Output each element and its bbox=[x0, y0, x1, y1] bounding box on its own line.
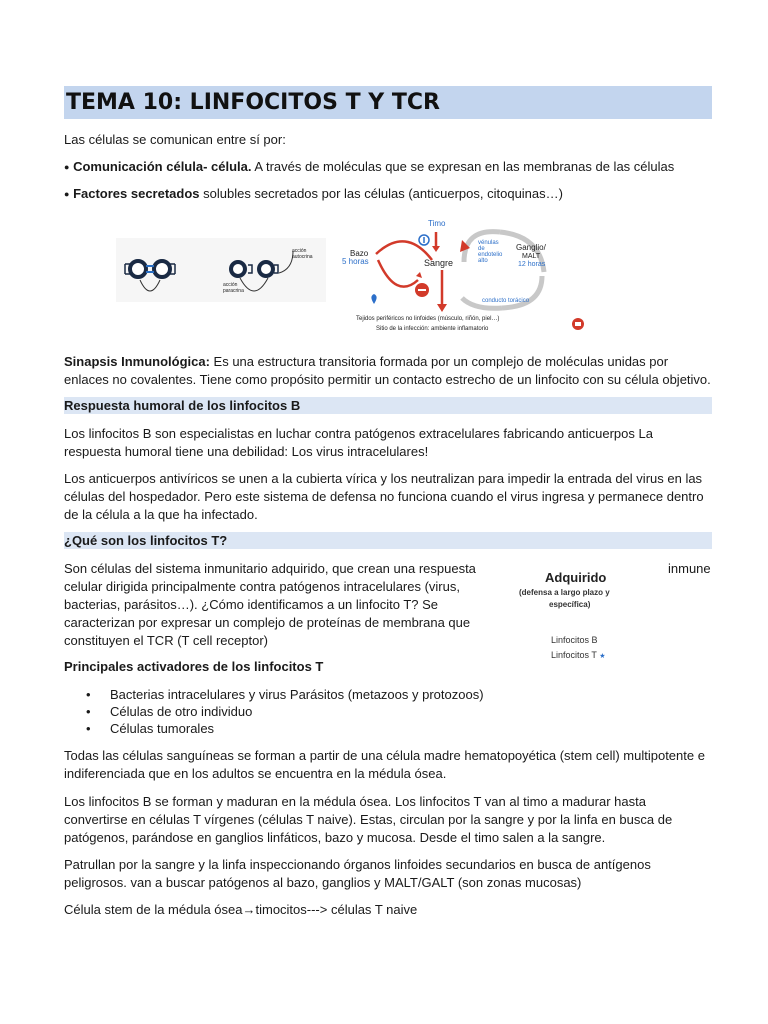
sitio-label: Sitio de la infección: ambiente inflamatorio bbox=[376, 326, 489, 332]
bullet-mark: ● bbox=[64, 189, 70, 199]
activadores-heading: Principales activadores de los linfocitos T bbox=[64, 659, 324, 674]
t-paragraph-line: Son células del sistema inmunitario adquirido, que crean una respuesta bbox=[64, 561, 476, 576]
bullet-text: solubles secretados por las células (anticuerpos, citoquinas…) bbox=[199, 186, 563, 201]
activadores-list bbox=[64, 686, 664, 737]
list-item: • Bacterias intracelulares y virus Parásitos (metazoos y protozoos) bbox=[64, 686, 664, 703]
paragraph-maduracion: Los linfocitos B se forman y maduran en la médula ósea. Los linfocitos T van al timo a madurar hasta convertirse en células T vírgenes (células T naive). Estas, circulan por la sangre y por la linfa en busca de patógenos, parándose en ganglios linfáticos, bazo y mucosa. Desde el timo salen a la sangre. bbox=[64, 794, 673, 845]
sinapsis-paragraph bbox=[64, 353, 712, 389]
bazo-hours-label: 5 horas bbox=[342, 257, 369, 266]
cell-communication-figure bbox=[116, 238, 326, 302]
bullet-bold-label: Factores secretados bbox=[73, 186, 200, 201]
adquirido-item-t bbox=[551, 650, 606, 660]
b-paragraph-2: Los anticuerpos antivíricos se unen a la cubierta vírica y los neutralizan para impedir la entrada del virus en las células del hospedador. Pero este sistema de defensa no funciona cuando el virus ingresa y permanece dentro de la célula a la que ha infectado. bbox=[64, 471, 704, 522]
paracrine-label-2: paracrina bbox=[223, 288, 244, 294]
ganglio-hours-label: 12 horas bbox=[518, 261, 546, 268]
autocrine-label-1: acción bbox=[292, 248, 307, 254]
venulas-label-2: de bbox=[478, 246, 485, 252]
t-paragraph-line: constituyen el TCR (T cell receptor) bbox=[64, 633, 268, 648]
bullet-bold-label: Comunicación célula- célula. bbox=[73, 159, 252, 174]
adquirido-item-t-label: Linfocitos T bbox=[551, 650, 597, 660]
sangre-label: Sangre bbox=[424, 258, 454, 268]
sinapsis-term: Sinapsis Inmunológica: bbox=[64, 354, 210, 369]
t-paragraph-line: inmune bbox=[668, 561, 711, 576]
adquirido-title: Adquirido bbox=[545, 570, 607, 585]
page-title: TEMA 10: LINFOCITOS T Y TCR bbox=[64, 86, 712, 119]
bullet-cell-cell bbox=[64, 158, 712, 176]
bullet-text: A través de moléculas que se expresan en las membranas de las células bbox=[251, 159, 675, 174]
sinapsis-definition: Es una estructura transitoria formada por un complejo de moléculas unidas por enlaces no covalentes. Tiene como propósito permitir un contacto estrecho de un linfocito con su célula objetivo. bbox=[64, 354, 711, 387]
b-paragraph-1: Los linfocitos B son especialistas en luchar contra patógenos extracelulares fabricando anticuerpos La respuesta humoral tiene una debilidad: Los virus intracelulares! bbox=[64, 426, 653, 459]
t-paragraph-line: caracterizan por expresar un complejo de proteínas de membrana que bbox=[64, 615, 471, 630]
list-item: • Células tumorales bbox=[64, 720, 664, 737]
paragraph-hematopoyesis: Todas las células sanguíneas se forman a partir de una célula madre hematopoyética (stem cell) multipotente e indiferenciada que en los adultos se encuentra en la médula ósea. bbox=[64, 748, 705, 781]
bullet-secreted bbox=[64, 185, 712, 203]
tejidos-label: Tejidos periféricos no linfoides (músculo, riñón, piel…) bbox=[356, 316, 500, 322]
lymphocyte-circulation-diagram bbox=[336, 212, 592, 334]
section-heading-humoral: Respuesta humoral de los linfocitos B bbox=[64, 397, 712, 414]
venulas-label-1: vénulas bbox=[478, 240, 499, 246]
adquirido-figure bbox=[505, 562, 655, 680]
paragraph-stem-cell: Célula stem de la médula ósea→timocitos---> células T naive bbox=[64, 902, 418, 917]
conducto-label: conducto torácico bbox=[482, 298, 530, 304]
venulas-label-4: alto bbox=[478, 258, 488, 264]
bullet-mark: ● bbox=[64, 162, 70, 172]
paracrine-label-1: acción bbox=[223, 282, 238, 288]
intro-text: Las células se comunican entre sí por: bbox=[64, 132, 286, 147]
t-paragraph-line: celular dirigida principalmente contra patógenos intracelulares (virus, bbox=[64, 579, 460, 594]
adquirido-subtitle-1: (defensa a largo plazo y bbox=[519, 588, 610, 597]
t-paragraph-line: bacterias, parásitos…). ¿Cómo identificamos a un linfocito T? Se bbox=[64, 597, 439, 612]
malt-label: MALT bbox=[522, 253, 541, 260]
autocrine-label-2: autocrina bbox=[292, 254, 313, 260]
ganglio-label: Ganglio/ bbox=[516, 243, 546, 252]
section-heading-linfocitos-t: ¿Qué son los linfocitos T? bbox=[64, 532, 712, 549]
paragraph-patrullan: Patrullan por la sangre y la linfa inspeccionando órganos linfoides secundarios en busca de antígenos peligrosos. van a buscar patógenos al bazo, ganglios y MALT/GALT (son zonas mucosas) bbox=[64, 857, 651, 890]
adquirido-subtitle-2: específica) bbox=[549, 600, 591, 609]
venulas-label-3: endotelio bbox=[478, 252, 503, 258]
adquirido-item-b: Linfocitos B bbox=[551, 635, 598, 645]
star-icon: ★ bbox=[599, 653, 606, 660]
list-item: • Células de otro individuo bbox=[64, 703, 664, 720]
timo-label: Timo bbox=[428, 219, 446, 228]
bazo-label: Bazo bbox=[350, 249, 369, 258]
